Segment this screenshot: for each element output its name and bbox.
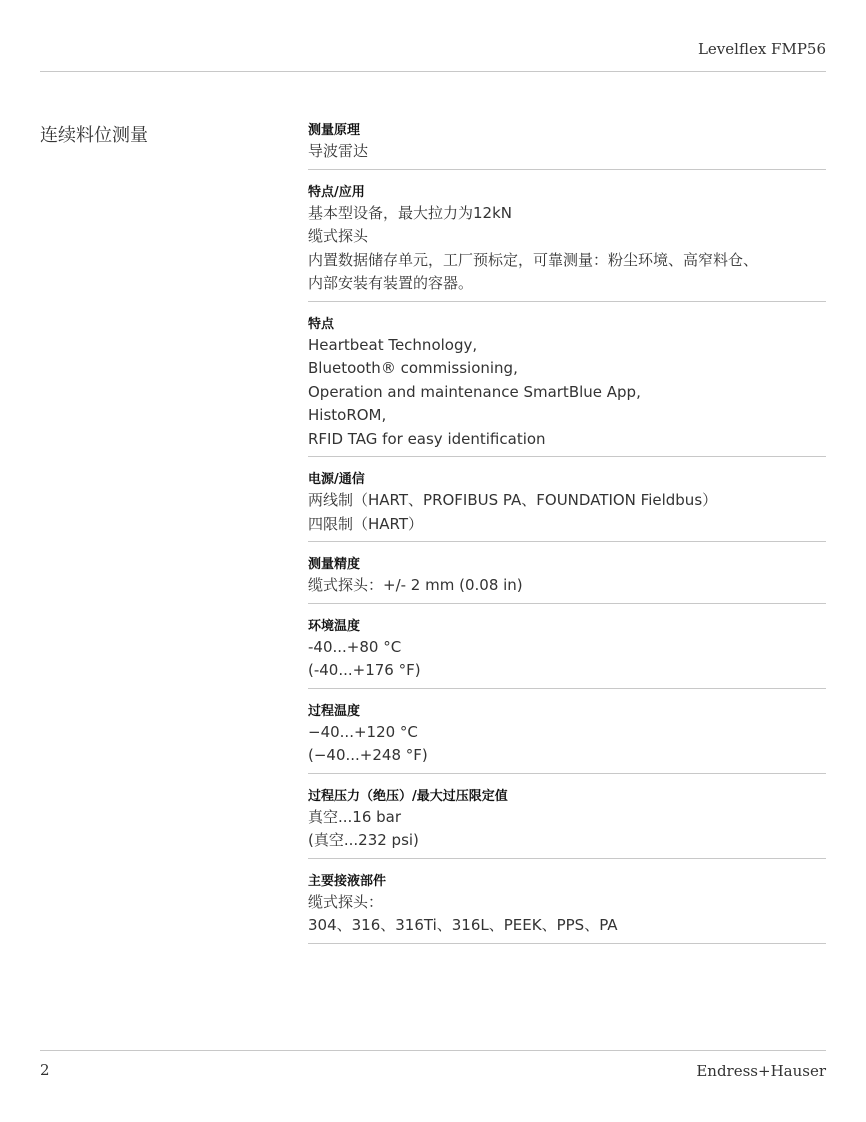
spec-value: (真空...232 psi)	[308, 831, 419, 849]
section-title: 连续料位测量	[40, 125, 148, 146]
spec-value: (-40...+176 °F)	[308, 661, 421, 679]
spec-value: Operation and maintenance SmartBlue App,	[308, 382, 641, 401]
spec-title: 特点/应用	[308, 184, 365, 200]
footer-divider	[40, 1050, 826, 1051]
spec-process-temperature	[308, 703, 826, 774]
spec-features	[308, 316, 826, 458]
spec-ambient-temperature	[308, 618, 826, 689]
header-divider	[40, 71, 826, 72]
spec-value: 缆式探头	[308, 227, 369, 245]
spec-value: 两线制（HART、PROFIBUS PA、FOUNDATION Fieldbus）	[308, 491, 718, 509]
spec-wetted-parts	[308, 873, 826, 944]
spec-title: 过程压力（绝压）/最大过压限定值	[308, 788, 508, 804]
spec-title: 环境温度	[308, 618, 361, 634]
spec-value: 内置数据储存单元，工厂预标定，可靠测量：粉尘环境、高窄料仓、	[308, 250, 759, 269]
spec-process-pressure	[308, 788, 826, 859]
document-title: Levelflex FMP56	[697, 40, 826, 58]
spec-value: -40...+80 °C	[308, 637, 402, 656]
brand-name: Endress+Hauser	[696, 1062, 826, 1080]
spec-value: 四限制（HART）	[308, 514, 424, 533]
spec-value: 导波雷达	[308, 142, 369, 160]
spec-value: 真空...16 bar	[308, 807, 402, 826]
spec-title: 测量精度	[308, 557, 361, 572]
page-number: 2	[40, 1061, 50, 1079]
spec-value: Bluetooth® commissioning,	[308, 359, 518, 377]
spec-value: 内部安装有装置的容器。	[308, 274, 474, 292]
spec-measuring-principle	[308, 122, 826, 170]
spec-title: 电源/通信	[308, 472, 365, 487]
spec-value: HistoROM,	[308, 406, 387, 424]
spec-application	[308, 184, 826, 302]
spec-list	[308, 122, 826, 958]
spec-value: (−40...+248 °F)	[308, 746, 428, 764]
spec-power-communication	[308, 471, 826, 542]
spec-accuracy	[308, 556, 826, 604]
spec-title: 主要接液部件	[308, 873, 387, 889]
spec-value: −40...+120 °C	[308, 722, 418, 741]
spec-title: 过程温度	[308, 703, 361, 719]
spec-value: Heartbeat Technology,	[308, 335, 478, 354]
spec-title: 测量原理	[308, 123, 361, 138]
spec-value: 基本型设备，最大拉力为12kN	[308, 203, 512, 222]
spec-value: 缆式探头：+/- 2 mm (0.08 in)	[308, 576, 523, 594]
spec-value: 缆式探头：	[308, 892, 384, 911]
spec-value: 304、316、316Ti、316L、PEEK、PPS、PA	[308, 916, 618, 934]
spec-value: RFID TAG for easy identification	[308, 429, 546, 448]
spec-title: 特点	[308, 316, 335, 332]
